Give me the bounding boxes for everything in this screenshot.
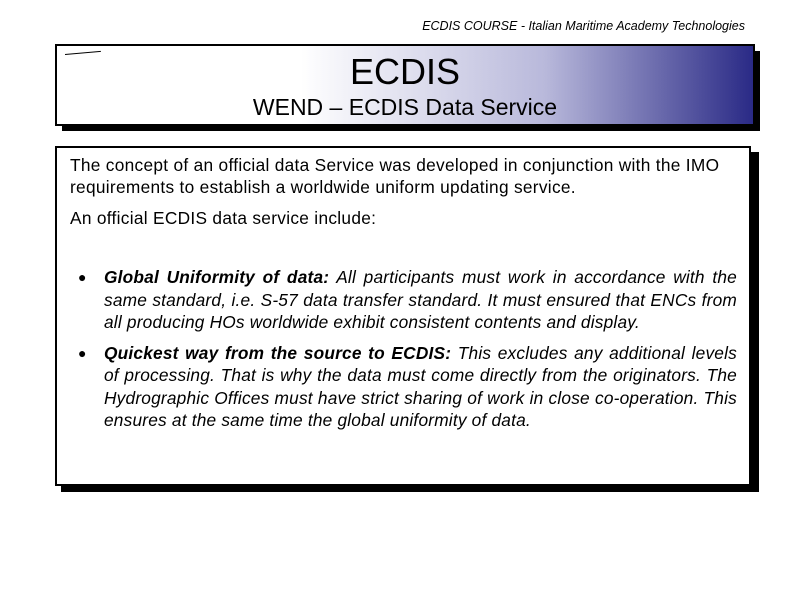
list-intro-paragraph: An official ECDIS data service include: bbox=[70, 208, 377, 228]
bullet-text: This excludes any additional levels of processing. That is why the data must come directly from the originators. The Hydrographic Offices must have strict sharing of work in close co-operation. This ensures at the same time the global uniformity of data. bbox=[104, 342, 737, 430]
slide-title: ECDIS bbox=[349, 51, 461, 92]
slide-subtitle: WEND – ECDIS Data Service bbox=[252, 94, 558, 120]
list-item bbox=[77, 266, 737, 334]
intro-paragraph: The concept of an official data Service was developed in conjunction with the IMO requirements to establish a worldwide uniform updating service. bbox=[70, 155, 720, 197]
bullet-list bbox=[77, 266, 737, 432]
content-box bbox=[55, 146, 751, 486]
course-header: ECDIS COURSE - Italian Maritime Academy Technologies bbox=[422, 19, 745, 33]
bullet-lead: Quickest way from the source to ECDIS: bbox=[104, 342, 452, 363]
bullet-icon: ● bbox=[78, 269, 87, 285]
list-item bbox=[77, 342, 737, 432]
bullet-lead: Global Uniformity of data: bbox=[104, 267, 330, 287]
title-box bbox=[55, 44, 755, 126]
bullet-text: All participants must work in accordance with the same standard, i.e. S-57 data transfer standard. It must ensured that ENCs from all producing HOs worldwide exhibit consistent contents and display. bbox=[104, 267, 737, 332]
bullet-icon: ● bbox=[78, 344, 87, 361]
